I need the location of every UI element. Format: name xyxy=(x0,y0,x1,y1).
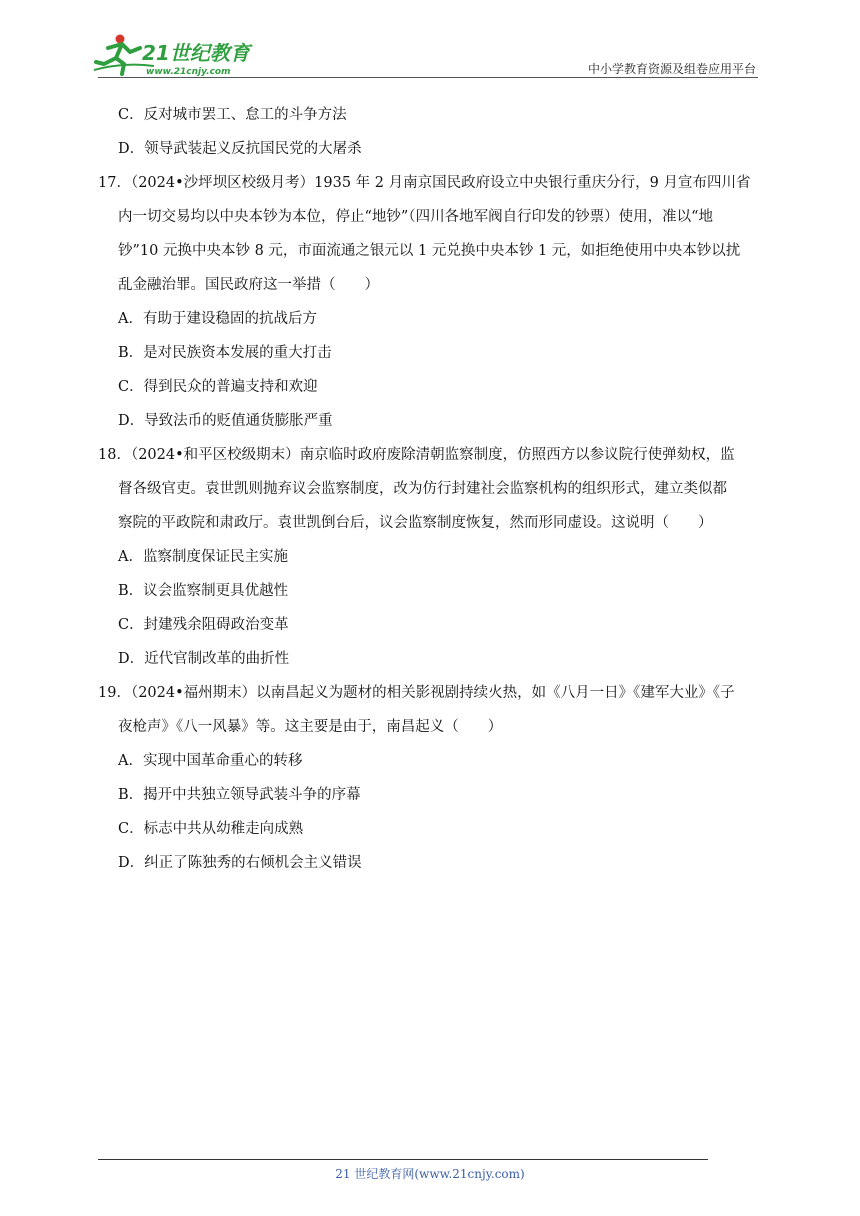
footer-site-link[interactable]: 21 世纪教育网(www.21cnjy.com) xyxy=(335,1167,525,1181)
logo-runner-body xyxy=(96,44,140,74)
question-stem-line: 钞”10 元换中央本钞 8 元，市面流通之银元以 1 元兑换中央本钞 1 元，如拒绝使用中央本钞以扰 xyxy=(118,243,741,259)
option-b: B．揭开中共独立领导武装斗争的序幕 xyxy=(118,787,361,803)
option-d: D．纠正了陈独秀的右倾机会主义错误 xyxy=(118,855,362,871)
prev-option-c: C．反对城市罢工、怠工的斗争方法 xyxy=(118,107,347,123)
question-stem-line: 内一切交易均以中央本钞为本位，停止“地钞”（四川各地军阀自行印发的钞票）使用，准以“地 xyxy=(118,209,713,225)
option-b: B．议会监察制更具优越性 xyxy=(118,583,289,599)
footer-divider xyxy=(98,1159,708,1160)
header-divider xyxy=(98,77,758,78)
question-17 xyxy=(98,166,768,438)
option-c: C．封建残余阻碍政治变革 xyxy=(118,617,289,633)
question-stem-line: 17．（2024•沙坪坝区校级月考）1935 年 2 月南京国民政府设立中央银行重庆分行，9 月宣布四川省 xyxy=(98,175,751,191)
option-a: A．监察制度保证民主实施 xyxy=(118,549,288,565)
logo-runner-head xyxy=(116,35,125,44)
question-18 xyxy=(98,438,768,676)
question-stem-line: 乱金融治罪。国民政府这一举措（ ） xyxy=(118,277,379,293)
question-19 xyxy=(98,676,768,880)
option-d: D．近代官制改革的曲折性 xyxy=(118,651,290,667)
question-content xyxy=(98,98,768,880)
question-stem-line: 19．（2024•福州期末）以南昌起义为题材的相关影视剧持续火热，如《八月一日》《建军大业》《子 xyxy=(98,685,735,701)
page-header xyxy=(0,0,860,80)
header-platform-name: 中小学教育资源及组卷应用平台 xyxy=(587,62,756,76)
logo-url: www.21cnjy.com xyxy=(146,67,231,77)
logo xyxy=(94,32,264,78)
option-c: C．得到民众的普遍支持和欢迎 xyxy=(118,379,318,395)
question-stem-line: 察院的平政院和肃政厅。袁世凯倒台后，议会监察制度恢复，然而形同虚设。这说明（ ） xyxy=(118,515,713,531)
option-d: D．导致法币的贬值通货膨胀严重 xyxy=(118,413,333,429)
question-stem-line: 18．（2024•和平区校级期末）南京临时政府废除清朝监察制度，仿照西方以参议院行使弹劾权，监 xyxy=(98,447,735,463)
logo-text: 21世纪教育 xyxy=(142,41,250,65)
question-stem-line: 督各级官吏。袁世凯则抛弃议会监察制度，改为仿行封建社会监察机构的组织形式，建立类似都 xyxy=(118,481,727,497)
question-stem-line: 夜枪声》《八一风暴》等。这主要是由于，南昌起义（ ） xyxy=(118,719,503,735)
option-b: B．是对民族资本发展的重大打击 xyxy=(118,345,332,361)
option-a: A．实现中国革命重心的转移 xyxy=(118,753,303,769)
option-c: C．标志中共从幼稚走向成熟 xyxy=(118,821,304,837)
option-a: A．有助于建设稳固的抗战后方 xyxy=(118,311,317,327)
prev-option-d: D．领导武装起义反抗国民党的大屠杀 xyxy=(118,141,362,157)
